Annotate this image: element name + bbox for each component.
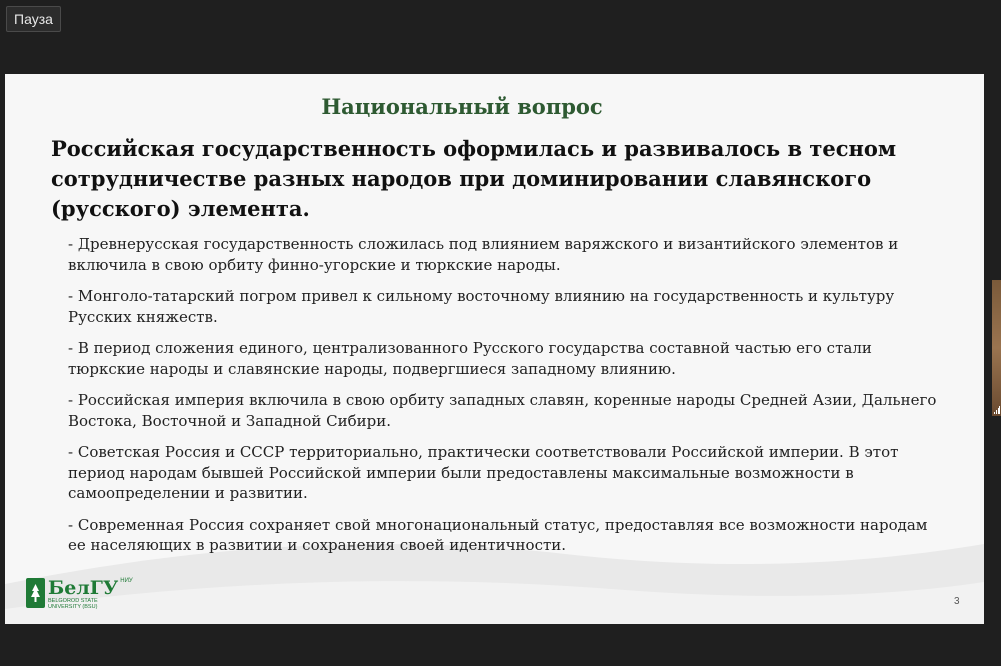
- slide-title: Национальный вопрос: [321, 94, 603, 119]
- list-item: - Современная Россия сохраняет свой многонациональный статус, предоставляя все возможности народам ее населяющих в развитии и сохранения своей идентичности.: [68, 515, 928, 554]
- shared-slide: [5, 74, 984, 624]
- logo-small-text: НИУ: [120, 578, 133, 584]
- list-item: - В период сложения единого, централизованного Русского государства составной частью его стали тюркские народы и славянские народы, подвергшиеся западному влиянию.: [68, 339, 872, 378]
- bullet-list: [68, 234, 948, 567]
- logo-name: БелГУ: [48, 577, 119, 599]
- slide-heading: Российская государственность оформилась и развивалось в тесном сотрудничестве разных народов при доминировании славянского (русского) элемента.: [51, 136, 897, 221]
- university-emblem-icon: [26, 578, 45, 608]
- signal-bars-icon: [994, 406, 1000, 414]
- pause-button[interactable]: Пауза: [6, 6, 61, 32]
- participant-video-thumbnail[interactable]: [992, 280, 1001, 416]
- slide-page-number: 3: [954, 596, 960, 607]
- list-item: - Монголо-татарский погром привел к сильному восточному влиянию на государственность и культуру Русских княжеств.: [68, 287, 895, 326]
- logo-subtitle: BELGOROD STATE UNIVERSITY (BSU): [48, 598, 98, 610]
- university-logo: [26, 578, 133, 612]
- list-item: - Древнерусская государственность сложилась под влиянием варяжского и византийского элементов и включила в свою орбиту финно-угорские и тюркские народы.: [68, 235, 899, 274]
- list-item: - Советская Россия и СССР территориально, практически соответствовали Российской империи. В этот период народам бывшей Российской империи были предоставлены максимальные возможности в самоопределении и развитии.: [68, 443, 899, 502]
- list-item: - Российская империя включила в свою орбиту западных славян, коренные народы Средней Азии, Дальнего Востока, Восточной и Западной Сибири.: [68, 391, 937, 430]
